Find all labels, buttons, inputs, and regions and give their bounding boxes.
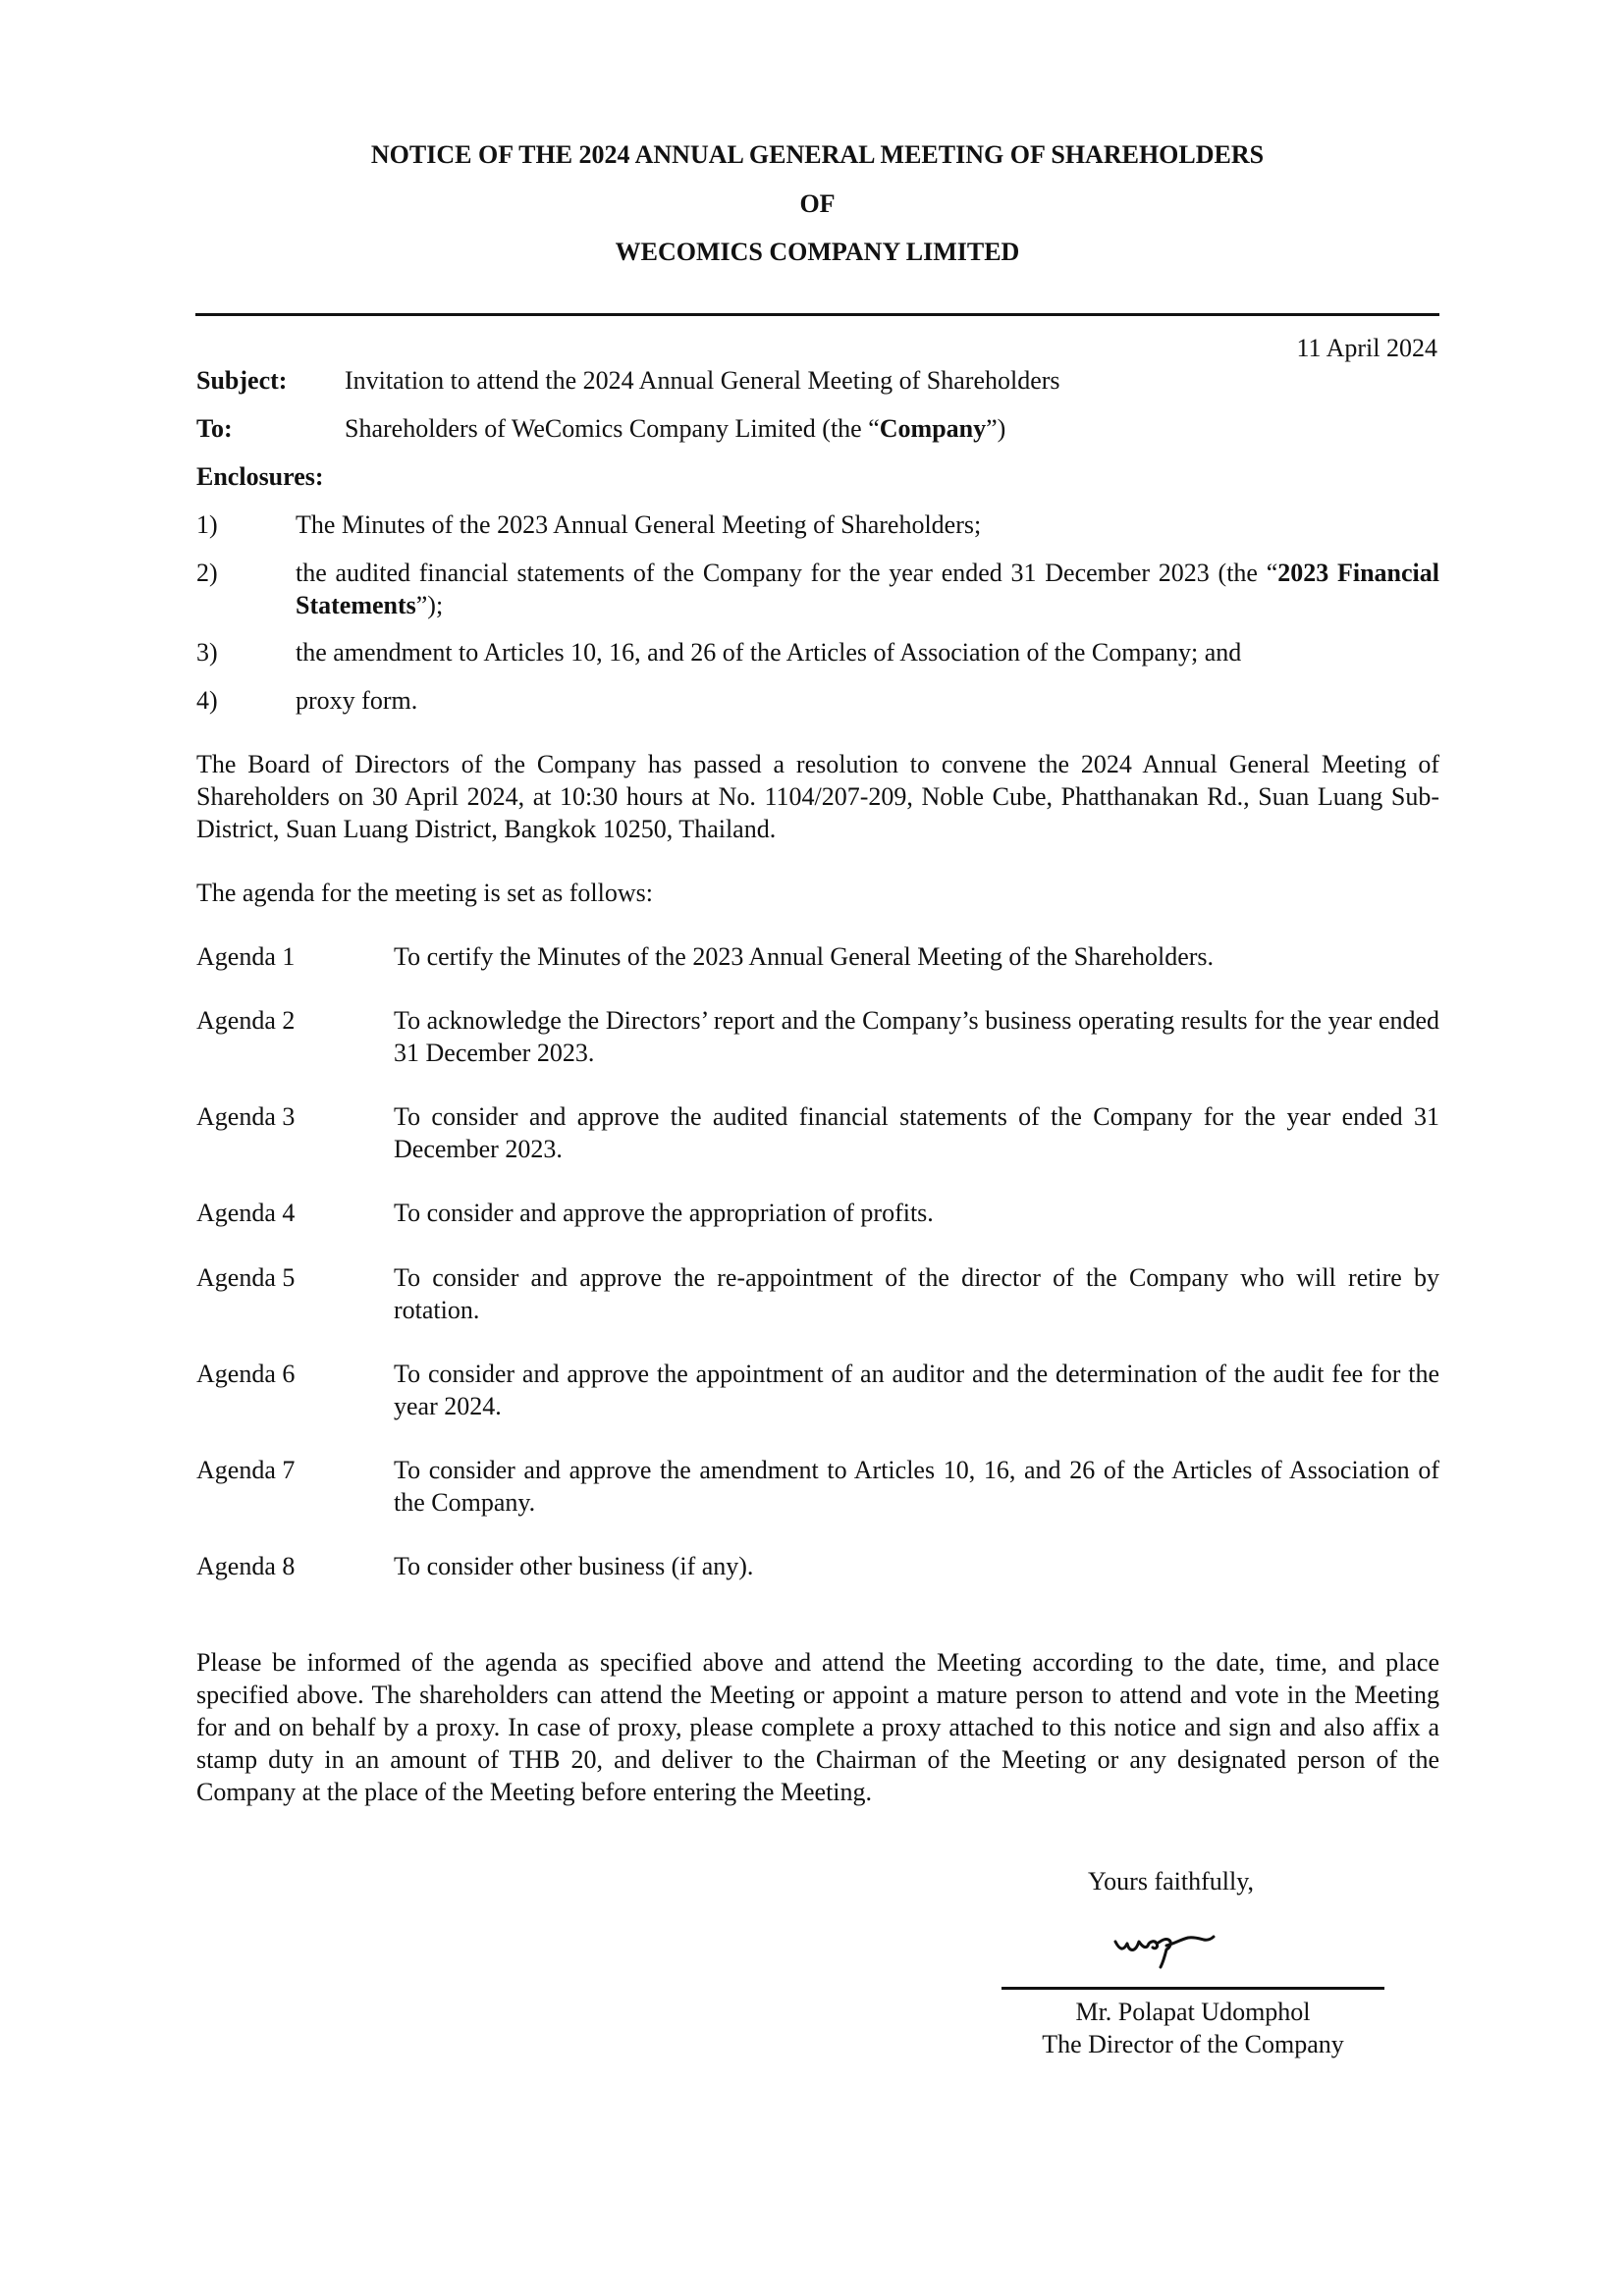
intro-paragraph: The Board of Directors of the Company has passed a resolution to convene the 2024 Annual General Meeting of Shareholders on 30 April 2024, at 10:30 hours at No. 1104/207-209, Noble Cube, Phatthanakan Rd., Suan Luang Sub-District, Suan Luang District, Bangkok 10250, Thailand. (196, 750, 1439, 843)
to-label: To: (196, 414, 233, 443)
to-text (345, 412, 1005, 445)
handwritten-signature (1110, 1922, 1218, 1971)
agenda-text: To consider and approve the amendment to Articles 10, 16, and 26 of the Articles of Association of the Company. (394, 1456, 1439, 1517)
agenda-intro: The agenda for the meeting is set as follows: (196, 879, 653, 907)
subject-label: Subject: (196, 366, 288, 395)
agenda-text: To acknowledge the Directors’ report and the Company’s business operating results for the year ended 31 December 2023. (394, 1006, 1439, 1067)
enclosure-text (296, 557, 1439, 621)
to-text-pre: Shareholders of WeComics Company Limited (the “ (345, 414, 880, 443)
agenda-label: Agenda 4 (196, 1199, 296, 1227)
agenda-label: Agenda 3 (196, 1102, 296, 1131)
enclosure-text: the amendment to Articles 10, 16, and 26 of the Articles of Association of the Company; and (296, 638, 1242, 667)
enclosure-text-pre: the audited financial statements of the Company for the year ended 31 December 2023 (the “ (296, 559, 1278, 587)
agenda-text: To consider and approve the appropriation of profits. (394, 1199, 934, 1227)
agenda-text: To certify the Minutes of the 2023 Annual General Meeting of the Shareholders. (394, 942, 1215, 971)
agenda-label: Agenda 6 (196, 1360, 296, 1388)
closing-paragraph: Please be informed of the agenda as specified above and attend the Meeting according to the date, time, and place specified above. The shareholders can attend the Meeting or appoint a mature person to attend and vote in the Meeting for and on behalf by a proxy. In case of proxy, please complete a proxy attached to this notice and sign and also affix a stamp duty in an amount of THB 20, and deliver to the Chairman of the Meeting or any designated person of the Company at the place of the Meeting before entering the Meeting. (196, 1648, 1439, 1806)
agenda-text: To consider and approve the re-appointment of the director of the Company who will retire by rotation. (394, 1263, 1439, 1324)
to-text-post: ”) (986, 414, 1006, 443)
letter-date: 11 April 2024 (1296, 334, 1437, 362)
document-title-line-3: WECOMICS COMPANY LIMITED (615, 238, 1020, 266)
enclosures-label: Enclosures: (196, 462, 324, 491)
agenda-label: Agenda 5 (196, 1263, 296, 1292)
closing-salutation: Yours faithfully, (1088, 1867, 1255, 1896)
agenda-text: To consider and approve the audited financial statements of the Company for the year ended 31 December 2023. (394, 1102, 1439, 1163)
agenda-text: To consider other business (if any). (394, 1552, 754, 1580)
signatory-name: Mr. Polapat Udomphol (1075, 1998, 1311, 2026)
enclosure-text-bold: 2023 Financial Statements (296, 559, 1439, 619)
agenda-label: Agenda 8 (196, 1552, 296, 1580)
document-title-line-1: NOTICE OF THE 2024 ANNUAL GENERAL MEETING OF SHAREHOLDERS (370, 140, 1265, 169)
enclosure-text-post: ”); (415, 591, 444, 619)
to-text-bold: Company (879, 414, 987, 443)
agenda-text: To consider and approve the appointment of an auditor and the determination of the audit fee for the year 2024. (394, 1360, 1439, 1420)
enclosure-number: 4) (196, 686, 218, 715)
enclosure-number: 1) (196, 510, 218, 539)
enclosure-text: proxy form. (296, 686, 418, 715)
agenda-label: Agenda 2 (196, 1006, 296, 1035)
enclosure-number: 3) (196, 638, 218, 667)
enclosure-number: 2) (196, 559, 218, 587)
header-divider (195, 313, 1439, 316)
enclosure-text: The Minutes of the 2023 Annual General Meeting of Shareholders; (296, 510, 982, 539)
signature-line (1001, 1987, 1384, 1990)
signatory-position: The Director of the Company (1042, 2030, 1344, 2058)
agenda-label: Agenda 1 (196, 942, 296, 971)
agenda-label: Agenda 7 (196, 1456, 296, 1484)
subject-text: Invitation to attend the 2024 Annual General Meeting of Shareholders (345, 366, 1060, 395)
document-title-line-2: OF (799, 189, 836, 218)
